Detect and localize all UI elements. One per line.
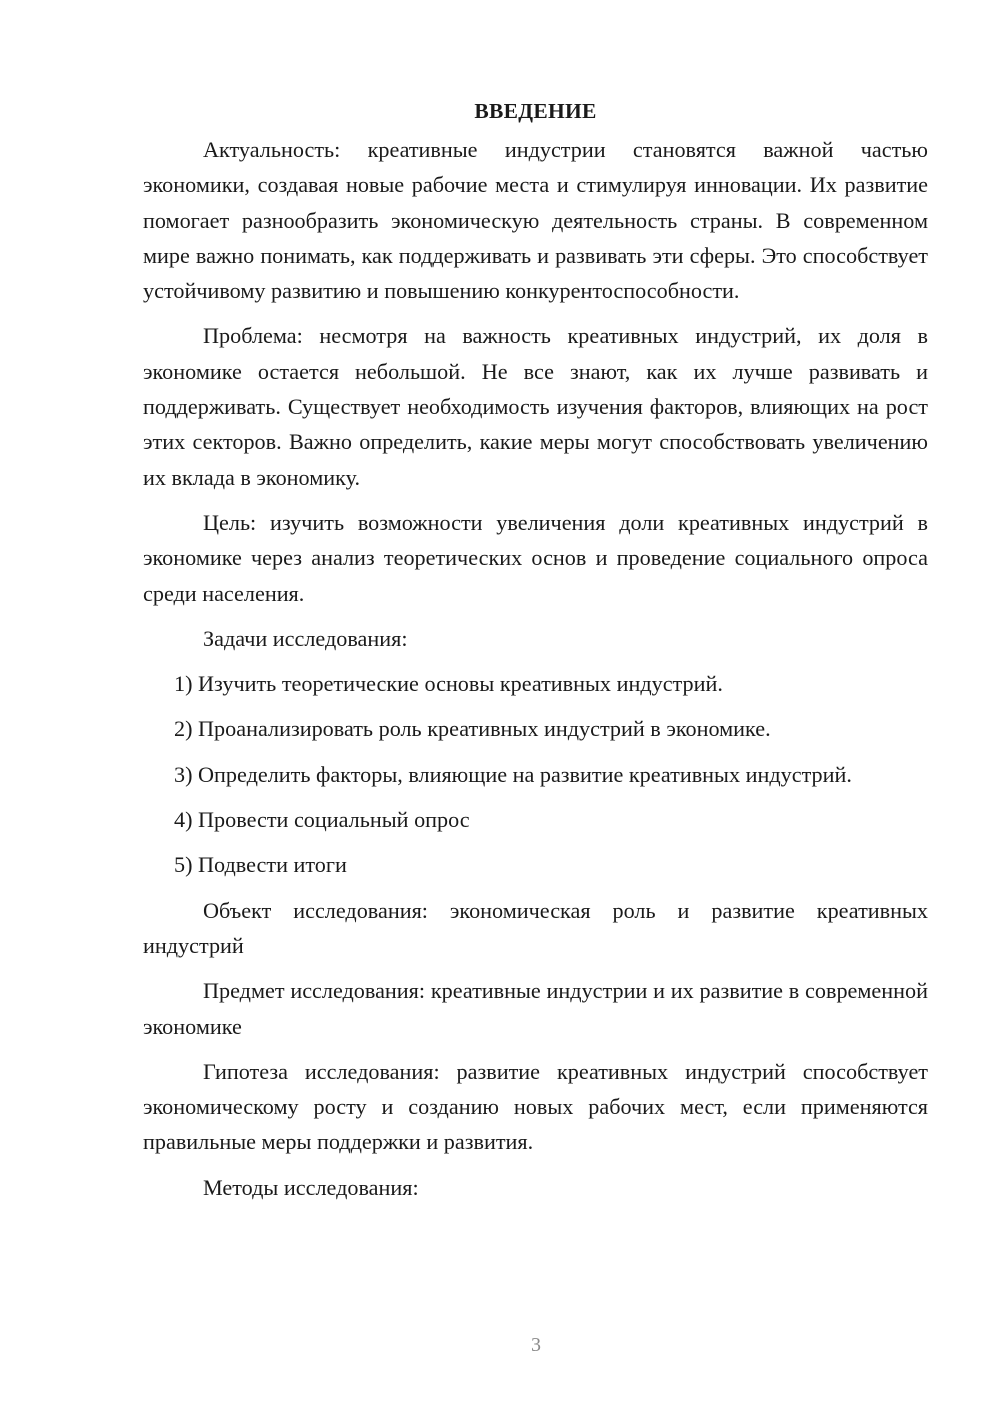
document-page <box>143 92 928 1215</box>
goal-paragraph: Цель: изучить возможности увеличения доли креативных индустрий в экономике через анализ теоретических основ и проведение социального опроса среди населения. <box>143 509 928 606</box>
methods-paragraph: Методы исследования: <box>203 1174 419 1200</box>
relevance-paragraph: Актуальность: креативные индустрии становятся важной частью экономики, создавая новые рабочие места и стимулируя инновации. Их развитие помогает разнообразить экономическую деятельность страны. В современном мире важно понимать, как поддерживать и развивать эти сферы. Это способствует устойчивому развитию и повышению конкурентоспособности. <box>143 137 928 304</box>
problem-paragraph: Проблема: несмотря на важность креативных индустрий, их доля в экономике остается небольшой. Не все знают, как их лучше развивать и поддерживать. Существует необходимость изучения факторов, влияющих на рост этих секторов. Важно определить, какие меры могут способствовать увеличению их вклада в экономику. <box>143 323 928 490</box>
task-item-5: 5) Подвести итоги <box>174 852 347 878</box>
tasks-heading: Задачи исследования: <box>203 625 408 651</box>
task-item-2: 2) Проанализировать роль креативных индустрий в экономике. <box>174 716 771 742</box>
task-item-4: 4) Провести социальный опрос <box>174 807 470 833</box>
page-number: 3 <box>531 1334 541 1356</box>
subject-paragraph: Предмет исследования: креативные индустрии и их развитие в современной экономике <box>143 978 928 1039</box>
task-item-1: 1) Изучить теоретические основы креативных индустрий. <box>174 671 723 697</box>
section-title: ВВЕДЕНИЕ <box>474 99 597 123</box>
task-item-3: 3) Определить факторы, влияющие на развитие креативных индустрий. <box>174 761 852 787</box>
hypothesis-paragraph: Гипотеза исследования: развитие креативных индустрий способствует экономическому росту и созданию новых рабочих мест, если применяются правильные меры поддержки и развития. <box>143 1058 928 1155</box>
object-paragraph: Объект исследования: экономическая роль и развитие креативных индустрий <box>143 897 928 958</box>
